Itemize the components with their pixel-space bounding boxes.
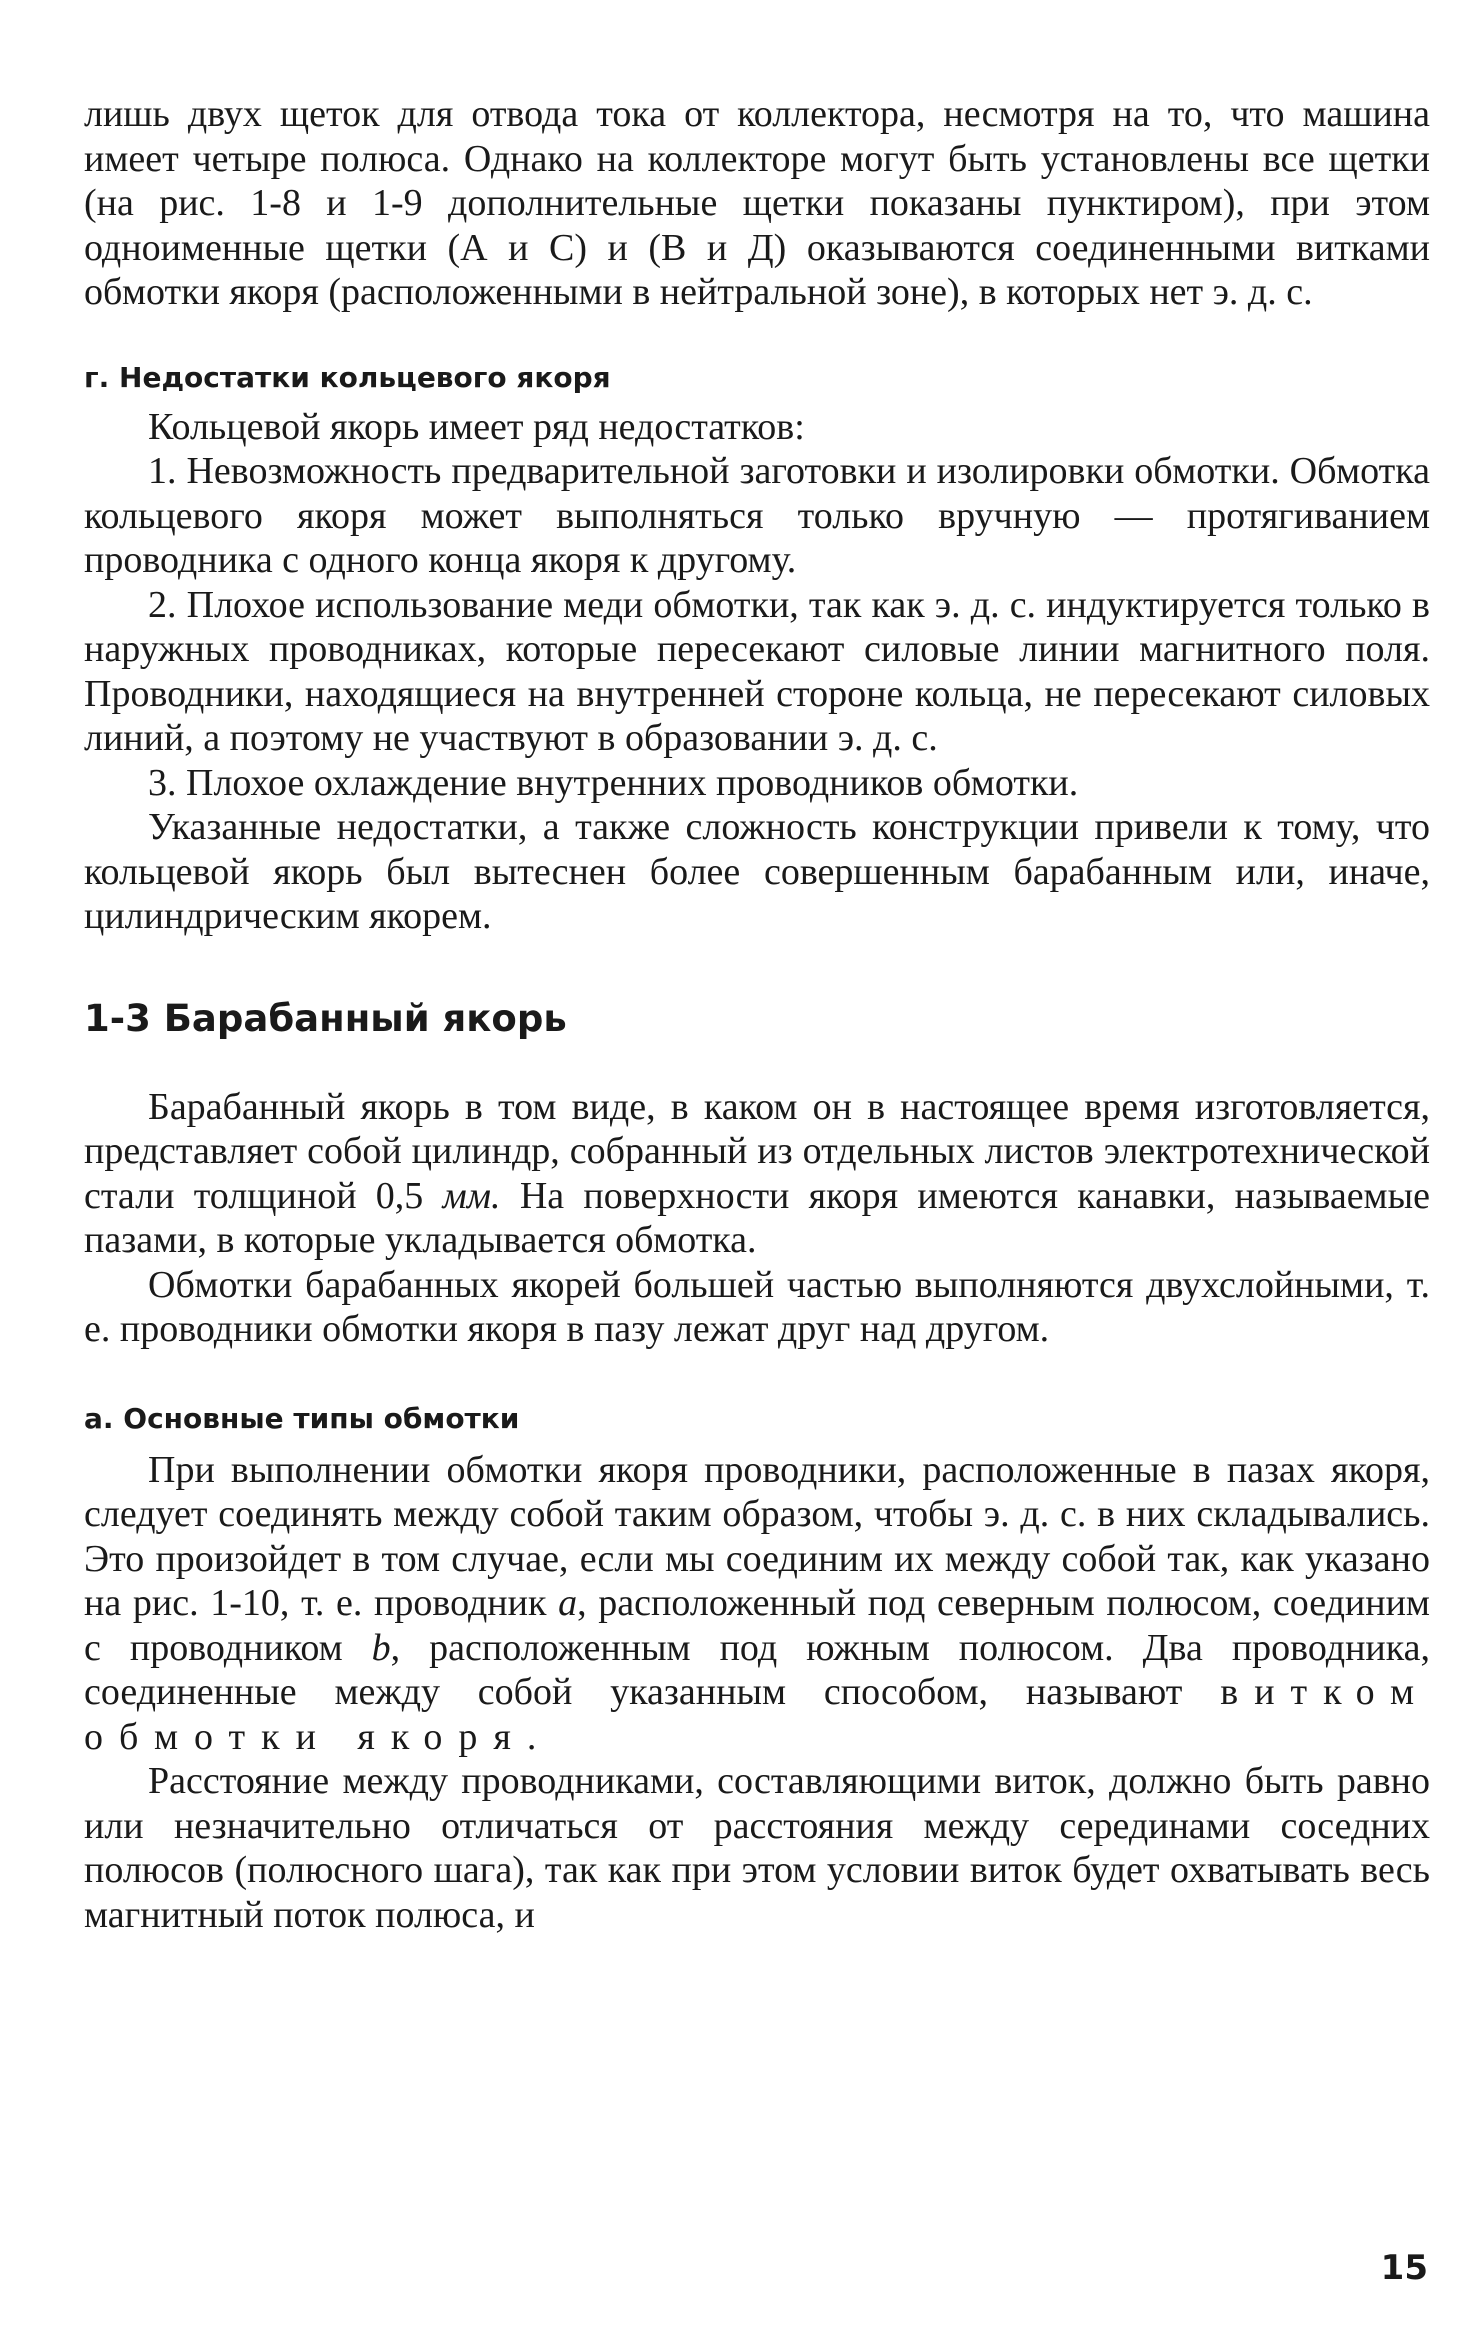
a-paragraph-2: Расстояние между проводниками, составляющими виток, должно быть равно или незначительно отличаться от расстояния между серединами соседних полюсов (полюсного шага), так как при этом условии виток будет охватывать весь магнитный поток полюса, и: [84, 1760, 1430, 1936]
page-number: 15: [1380, 2248, 1428, 2288]
g-intro-paragraph: Кольцевой якорь имеет ряд недостатков:: [148, 405, 805, 448]
g-conclusion-paragraph: Указанные недостатки, а также сложность конструкции привели к тому, что кольцевой якорь был вытеснен более совершенным барабанным или, иначе, цилиндрическим якорем.: [84, 806, 1430, 937]
drum-paragraph-1: [84, 1085, 1430, 1263]
variable-b: b: [371, 1626, 391, 1669]
variable-a: а: [558, 1582, 578, 1624]
section-heading-1-3: 1-3 Барабанный якорь: [84, 996, 567, 1040]
g-list-item-1: 1. Невозможность предварительной заготовки и изолировки обмотки. Обмотка кольцевого якоря может выполняться только вручную — протягиванием проводника с одного конца якоря к другому.: [84, 450, 1430, 581]
drum-p1-text-a: Барабанный якорь в том виде, в каком он в настоящее время изготовляется, представляет собой цилиндр, собранный из отдельных листов электротехнической стали толщиной 0,5: [84, 1085, 1430, 1217]
a-p1-text-1: При выполнении обмотки якоря проводники, расположенные в пазах якоря, следует соединять между собой таким образом, чтобы э. д. с. в них складывались. Это произойдет в том случае, если мы соединим их между собой так, как указано на рис. 1-10, т. е. проводник: [84, 1448, 1430, 1624]
a-paragraph-1: [84, 1448, 1430, 1760]
drum-p1-text-b: На поверхности якоря имеются канавки, называемые пазами, в которые укладывается обмотка.: [84, 1174, 1431, 1261]
term-turn-of-winding: витком обмотки якоря: [84, 1671, 1430, 1758]
section-heading-g: г. Недостатки кольцевого якоря: [84, 360, 611, 394]
a-p1-text-3: , расположенным под южным полюсом. Два проводника, соединенные между собой указанным способом, называют: [84, 1626, 1430, 1713]
intro-paragraph: лишь двух щеток для отвода тока от коллектора, несмотря на то, что машина имеет четыре полюса. Однако на коллекторе могут быть установлены все щетки (на рис. 1-8 и 1-9 дополнительные щетки показаны пунктиром), при этом одноименные щетки (А и С) и (В и Д) оказываются соединенными витками обмотки якоря (расположенными в нейтральной зоне), в которых нет э. д. с.: [84, 93, 1430, 313]
page-body: [84, 92, 1430, 1937]
a-p1-text-2: , расположенный под северным полюсом, соединим с проводником: [84, 1582, 1430, 1669]
g-list-item-2: 2. Плохое использование меди обмотки, так как э. д. с. индуктируется только в наружных проводниках, которые пересекают силовые линии магнитного поля. Проводники, находящиеся на внутренней стороне кольца, не пересекают силовых линий, а поэтому не участвуют в образовании э. д. с.: [84, 583, 1430, 759]
drum-paragraph-2: Обмотки барабанных якорей большей частью выполняются двухслойными, т. е. проводники обмотки якоря в пазу лежат друг над другом.: [84, 1263, 1430, 1350]
a-p1-text-end: .: [526, 1715, 537, 1758]
unit-mm: мм.: [442, 1174, 501, 1217]
g-list-item-3: 3. Плохое охлаждение внутренних проводников обмотки.: [148, 761, 1079, 804]
section-heading-a: а. Основные типы обмотки: [84, 1401, 520, 1435]
